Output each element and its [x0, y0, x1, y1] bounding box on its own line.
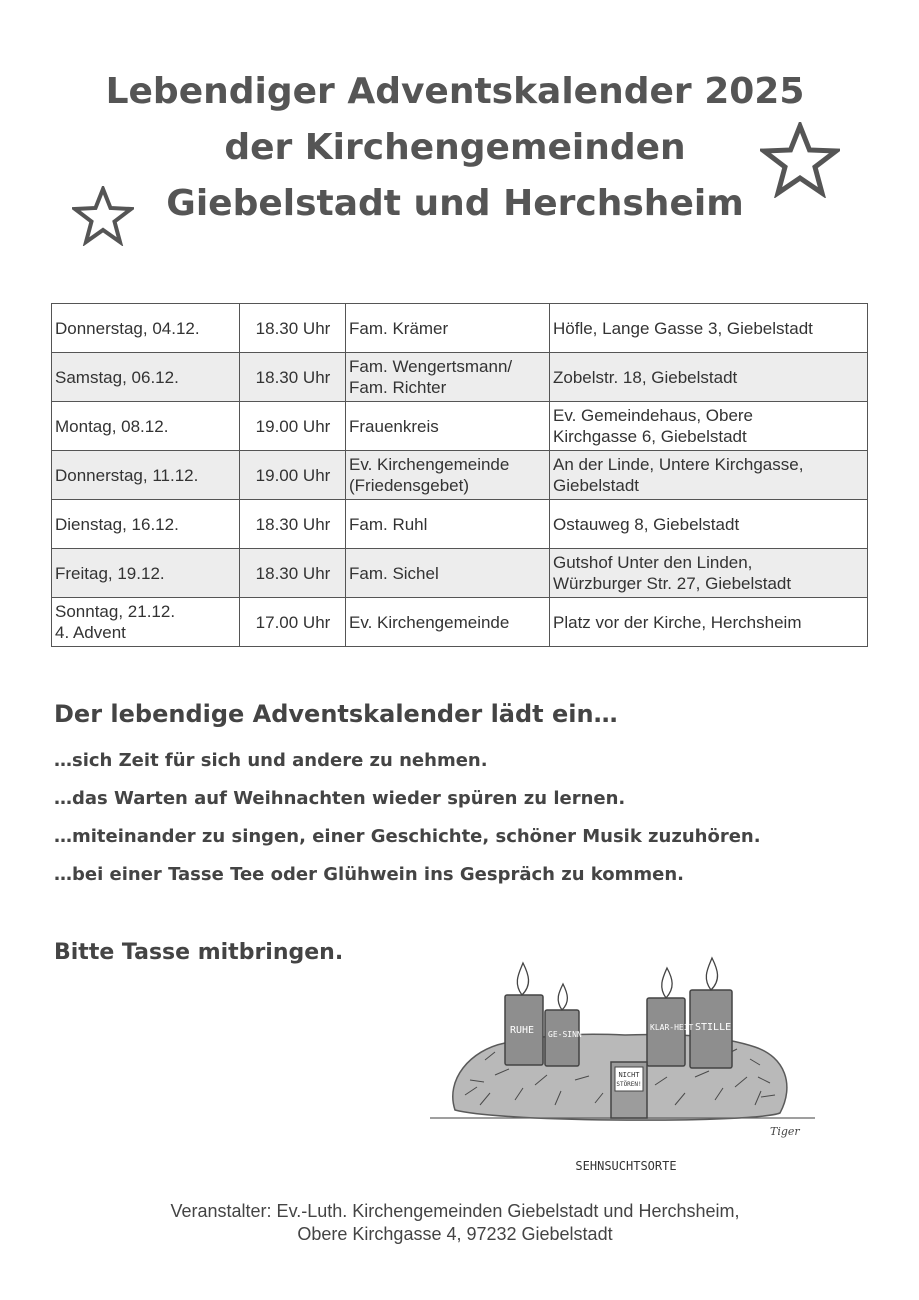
table-row	[52, 353, 868, 402]
cell-host	[346, 598, 550, 647]
flame	[517, 963, 528, 995]
table-row	[52, 500, 868, 549]
cell-text: Montag, 08.12.	[55, 416, 169, 436]
candle-label: KLAR-HEIT	[650, 1023, 694, 1032]
cell-text: Ostauweg 8, Giebelstadt	[553, 514, 740, 534]
cell-text: Samstag, 06.12.	[55, 367, 179, 387]
cell-text: Würzburger Str. 27, Giebelstadt	[553, 574, 792, 593]
flame	[706, 958, 717, 990]
cell-day	[52, 500, 240, 549]
footer-line: Obere Kirchgasse 4, 97232 Giebelstadt	[297, 1224, 613, 1244]
cell-host	[346, 451, 550, 500]
cell-time	[240, 549, 346, 598]
cell-day	[52, 402, 240, 451]
cell-text: Sonntag, 21.12.	[55, 602, 176, 621]
cell-text: Fam. Wengertsmann/	[349, 357, 513, 376]
cell-host	[346, 402, 550, 451]
cell-text: 18.30 Uhr	[255, 563, 331, 583]
cell-place	[550, 353, 868, 402]
flame	[558, 984, 567, 1010]
cell-text: Ev. Kirchengemeinde	[349, 455, 510, 474]
cell-text: Ev. Kirchengemeinde	[349, 612, 510, 632]
cell-host	[346, 304, 550, 353]
cell-text: Donnerstag, 11.12.	[55, 465, 199, 485]
schedule-table	[51, 303, 868, 647]
cell-place	[550, 598, 868, 647]
cell-host	[346, 500, 550, 549]
invite-line: …das Warten auf Weihnachten wieder spüren zu lernen.	[54, 788, 626, 809]
cell-text: Ev. Gemeindehaus, Obere	[553, 406, 754, 425]
invite-heading: Der lebendige Adventskalender lädt ein…	[54, 700, 618, 728]
cell-day	[52, 451, 240, 500]
cell-day	[52, 304, 240, 353]
table-row	[52, 549, 868, 598]
cell-day	[52, 353, 240, 402]
cell-place	[550, 549, 868, 598]
candle-label: GE-SINN	[548, 1030, 582, 1039]
invite-line: …sich Zeit für sich und andere zu nehmen.	[54, 750, 488, 771]
flame	[662, 968, 672, 998]
table-row	[52, 598, 868, 647]
cell-text: Frauenkreis	[349, 416, 439, 436]
bring-cup-note: Bitte Tasse mitbringen.	[54, 940, 344, 965]
candle-label: RUHE	[510, 1025, 535, 1036]
cell-time	[240, 402, 346, 451]
cell-time	[240, 500, 346, 549]
cell-text: Fam. Ruhl	[349, 514, 428, 534]
title-line-1: Lebendiger Adventskalender 2025	[105, 71, 805, 112]
invite-line: …bei einer Tasse Tee oder Glühwein ins Gespräch zu kommen.	[54, 864, 685, 885]
door-sign-text: STÖREN!	[616, 1081, 642, 1088]
table-row	[52, 304, 868, 353]
cell-day	[52, 549, 240, 598]
cell-host	[346, 353, 550, 402]
invite-line: …miteinander zu singen, einer Geschichte, schöner Musik zuzuhören.	[54, 826, 761, 847]
cell-text: Zobelstr. 18, Giebelstadt	[553, 367, 738, 387]
cell-text: 17.00 Uhr	[255, 612, 331, 632]
candle-label: STILLE	[695, 1022, 732, 1033]
cell-place	[550, 451, 868, 500]
table-row	[52, 451, 868, 500]
door-sign-text: NICHT	[618, 1071, 640, 1079]
cell-place	[550, 304, 868, 353]
cell-time	[240, 598, 346, 647]
cell-place	[550, 402, 868, 451]
cell-text: 19.00 Uhr	[255, 416, 331, 436]
cell-text: Kirchgasse 6, Giebelstadt	[553, 427, 747, 446]
cell-time	[240, 304, 346, 353]
cell-place	[550, 500, 868, 549]
cell-time	[240, 451, 346, 500]
table-row	[52, 402, 868, 451]
cell-text: Giebelstadt	[553, 476, 639, 495]
footer-line: Veranstalter: Ev.-Luth. Kirchengemeinden Giebelstadt und Herchsheim,	[170, 1201, 740, 1221]
cell-text: Platz vor der Kirche, Herchsheim	[553, 612, 802, 632]
cell-text: An der Linde, Untere Kirchgasse,	[553, 455, 804, 474]
cell-text: Fam. Richter	[349, 378, 447, 397]
star-outline-icon	[72, 186, 134, 246]
organizer-footer	[40, 1200, 870, 1246]
title-line-3: Giebelstadt und Herchsheim	[166, 183, 744, 224]
cell-text: 18.30 Uhr	[255, 514, 331, 534]
cell-text: (Friedensgebet)	[349, 476, 470, 495]
cell-text: 18.30 Uhr	[255, 367, 331, 387]
cell-text: Freitag, 19.12.	[55, 563, 165, 583]
cell-text: Fam. Krämer	[349, 318, 449, 338]
cell-text: 18.30 Uhr	[255, 318, 331, 338]
star-outline-icon	[760, 122, 840, 198]
cell-text: Fam. Sichel	[349, 563, 439, 583]
cell-text: Gutshof Unter den Linden,	[553, 553, 753, 572]
cell-text: Dienstag, 16.12.	[55, 514, 179, 534]
artist-signature: Tiger	[770, 1125, 800, 1138]
title-line-2: der Kirchengemeinden	[224, 127, 686, 168]
candle	[647, 998, 685, 1066]
advent-wreath-cartoon	[425, 955, 825, 1180]
cell-text: Höfle, Lange Gasse 3, Giebelstadt	[553, 318, 813, 338]
cartoon-caption: SEHNSUCHTSORTE	[575, 1159, 677, 1173]
cell-day	[52, 598, 240, 647]
cell-text: Donnerstag, 04.12.	[55, 318, 200, 338]
cell-text: 19.00 Uhr	[255, 465, 331, 485]
cell-time	[240, 353, 346, 402]
cell-host	[346, 549, 550, 598]
cell-text: 4. Advent	[55, 623, 126, 642]
